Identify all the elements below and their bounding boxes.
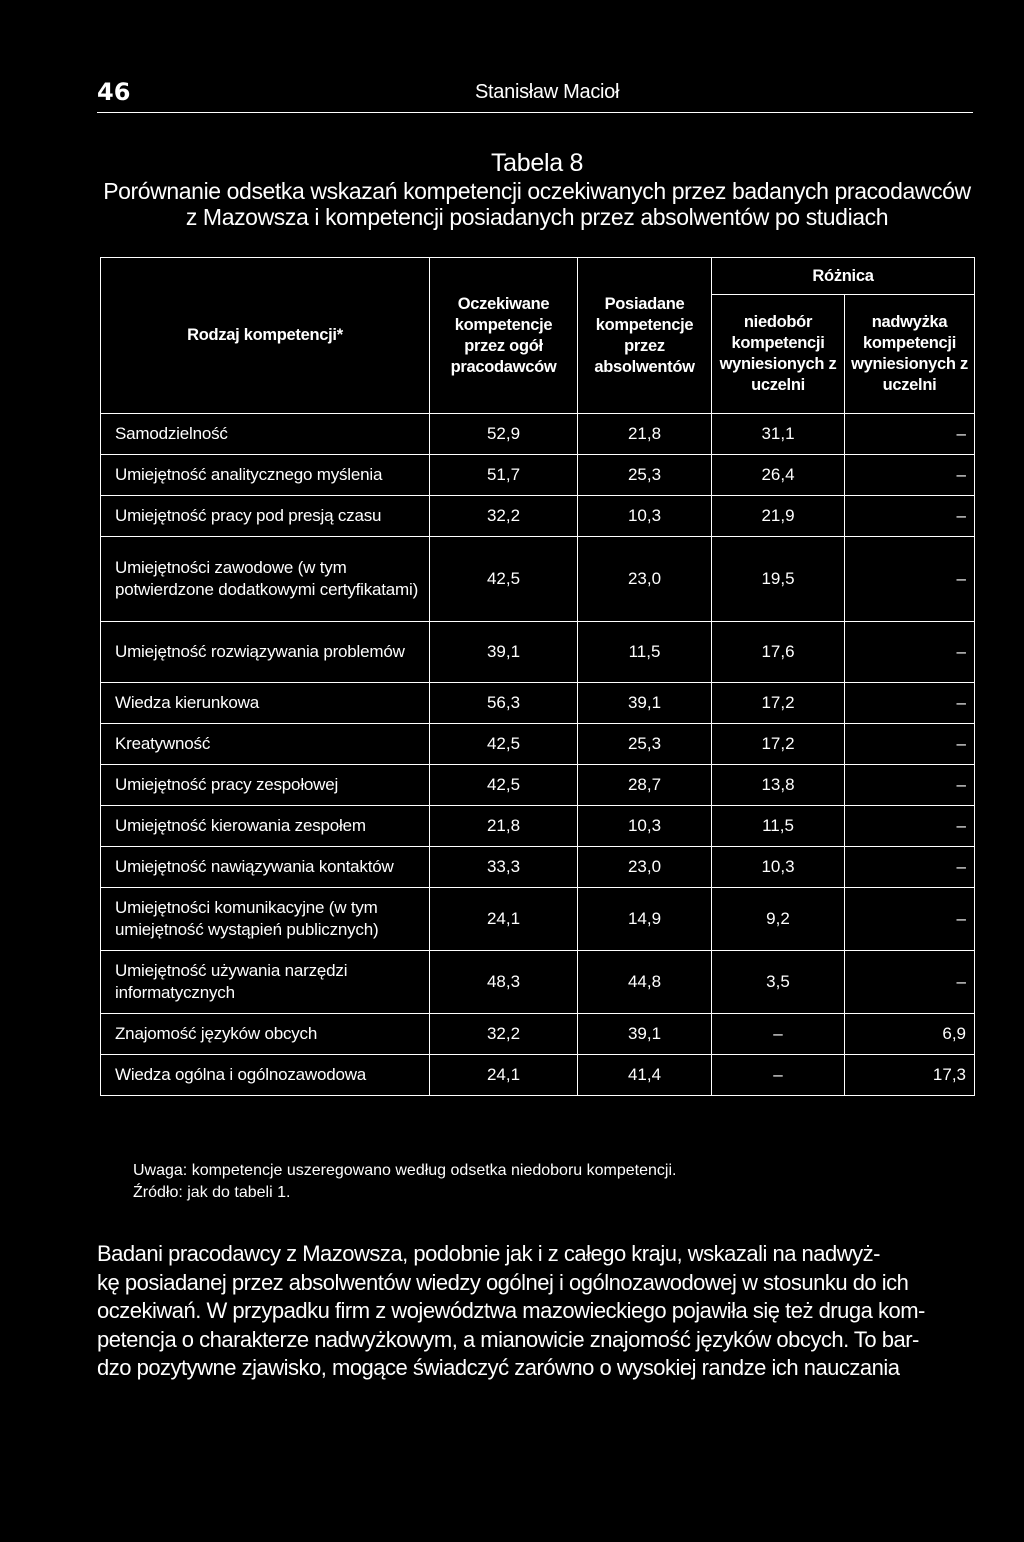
row-possessed: 39,1 (578, 683, 712, 724)
table-row (101, 765, 975, 806)
table-row (101, 414, 975, 455)
row-possessed: 41,4 (578, 1055, 712, 1096)
table-row (101, 455, 975, 496)
row-possessed: 23,0 (578, 537, 712, 622)
table-row (101, 537, 975, 622)
row-deficit: 26,4 (712, 455, 845, 496)
row-expected: 24,1 (430, 1055, 578, 1096)
table-row (101, 622, 975, 683)
row-surplus: – (845, 806, 975, 847)
table-title-line-2: z Mazowsza i kompetencji posiadanych przez absolwentów po studiach (185, 204, 889, 230)
row-deficit: 3,5 (712, 951, 845, 1014)
row-possessed: 11,5 (578, 622, 712, 683)
table-row (101, 847, 975, 888)
row-expected: 48,3 (430, 951, 578, 1014)
table-row (101, 496, 975, 537)
row-deficit: – (712, 1014, 845, 1055)
row-name: Wiedza kierunkowa (101, 683, 430, 724)
row-surplus: 6,9 (845, 1014, 975, 1055)
competence-table (100, 257, 975, 1096)
header-row (101, 258, 975, 295)
table-title-line-1: Porównanie odsetka wskazań kompetencji oczekiwanych przez badanych pracodawców (103, 178, 971, 204)
row-possessed: 28,7 (578, 765, 712, 806)
row-deficit: 19,5 (712, 537, 845, 622)
row-expected: 42,5 (430, 765, 578, 806)
row-deficit: 11,5 (712, 806, 845, 847)
header-expected: Oczekiwane kompetencje przez ogół pracodawców (430, 258, 578, 414)
row-name: Samodzielność (101, 414, 430, 455)
header-surplus: nadwyżka kompetencji wyniesionych z uczelni (845, 295, 975, 414)
row-surplus: – (845, 622, 975, 683)
row-surplus: – (845, 765, 975, 806)
row-surplus: – (845, 951, 975, 1014)
row-expected: 24,1 (430, 888, 578, 951)
running-head: Stanisław Macioł (475, 81, 620, 103)
body-line: dzo pozytywne zjawisko, mogące świadczyć zarówno o wysokiej randze ich nauczania (97, 1355, 900, 1381)
row-possessed: 44,8 (578, 951, 712, 1014)
row-expected: 21,8 (430, 806, 578, 847)
row-deficit: 10,3 (712, 847, 845, 888)
body-paragraph (97, 1240, 977, 1383)
row-name: Umiejętność pracy zespołowej (101, 765, 430, 806)
row-name: Umiejętność pracy pod presją czasu (101, 496, 430, 537)
body-line: oczekiwań. W przypadku firm z województwa mazowieckiego pojawiła się też druga kom- (97, 1298, 925, 1324)
row-deficit: 13,8 (712, 765, 845, 806)
row-possessed: 14,9 (578, 888, 712, 951)
row-expected: 52,9 (430, 414, 578, 455)
header-difference: Różnica (712, 258, 975, 295)
row-possessed: 25,3 (578, 724, 712, 765)
table-row (101, 951, 975, 1014)
row-expected: 32,2 (430, 496, 578, 537)
row-surplus: – (845, 496, 975, 537)
row-deficit: 17,2 (712, 683, 845, 724)
row-deficit: 31,1 (712, 414, 845, 455)
table-notes (133, 1160, 676, 1204)
row-surplus: – (845, 724, 975, 765)
row-surplus: – (845, 537, 975, 622)
row-expected: 42,5 (430, 724, 578, 765)
row-possessed: 25,3 (578, 455, 712, 496)
row-deficit: 9,2 (712, 888, 845, 951)
row-possessed: 23,0 (578, 847, 712, 888)
row-name: Umiejętności zawodowe (w tym potwierdzone dodatkowymi certyfikatami) (101, 537, 430, 622)
body-line: Badani pracodawcy z Mazowsza, podobnie jak i z całego kraju, wskazali na nadwyż- (97, 1241, 880, 1266)
table-row (101, 1014, 975, 1055)
row-name: Wiedza ogólna i ogólnozawodowa (101, 1055, 430, 1096)
row-name: Znajomość języków obcych (101, 1014, 430, 1055)
row-name: Kreatywność (101, 724, 430, 765)
row-expected: 42,5 (430, 537, 578, 622)
row-deficit: 21,9 (712, 496, 845, 537)
row-expected: 51,7 (430, 455, 578, 496)
row-expected: 56,3 (430, 683, 578, 724)
row-possessed: 10,3 (578, 806, 712, 847)
row-surplus: – (845, 683, 975, 724)
table-row (101, 683, 975, 724)
row-name: Umiejętność nawiązywania kontaktów (101, 847, 430, 888)
table-note: Uwaga: kompetencje uszeregowano według odsetka niedoboru kompetencji. (133, 1162, 677, 1179)
row-surplus: – (845, 455, 975, 496)
row-surplus: – (845, 414, 975, 455)
table-source: Źródło: jak do tabeli 1. (133, 1184, 291, 1201)
row-deficit: – (712, 1055, 845, 1096)
header-competence-type: Rodzaj kompetencji* (101, 258, 430, 414)
row-expected: 32,2 (430, 1014, 578, 1055)
row-surplus: – (845, 888, 975, 951)
header-possessed: Posiadane kompetencje przez absolwentów (578, 258, 712, 414)
row-name: Umiejętności komunikacyjne (w tym umiejętność wystąpień publicznych) (101, 888, 430, 951)
body-line: petencja o charakterze nadwyżkowym, a mianowicie znajomość języków obcych. To bar- (97, 1326, 919, 1352)
table-row (101, 888, 975, 951)
row-name: Umiejętność używania narzędzi informatycznych (101, 951, 430, 1014)
row-expected: 33,3 (430, 847, 578, 888)
table-number: Tabela 8 (490, 149, 584, 177)
row-deficit: 17,2 (712, 724, 845, 765)
row-name: Umiejętność kierowania zespołem (101, 806, 430, 847)
header-rule (97, 112, 973, 113)
row-name: Umiejętność rozwiązywania problemów (101, 622, 430, 683)
table-row (101, 806, 975, 847)
row-surplus: – (845, 847, 975, 888)
row-surplus: 17,3 (845, 1055, 975, 1096)
table-row (101, 724, 975, 765)
page-header (97, 78, 977, 114)
header-deficit: niedobór kompetencji wyniesionych z uczelni (712, 295, 845, 414)
table-row (101, 1055, 975, 1096)
row-deficit: 17,6 (712, 622, 845, 683)
table-caption (97, 148, 977, 230)
row-name: Umiejętność analitycznego myślenia (101, 455, 430, 496)
row-possessed: 10,3 (578, 496, 712, 537)
page-number: 46 (97, 78, 131, 106)
row-expected: 39,1 (430, 622, 578, 683)
row-possessed: 39,1 (578, 1014, 712, 1055)
body-line: kę posiadanej przez absolwentów wiedzy ogólnej i ogólnozawodowej w stosunku do ich (97, 1269, 909, 1295)
row-possessed: 21,8 (578, 414, 712, 455)
